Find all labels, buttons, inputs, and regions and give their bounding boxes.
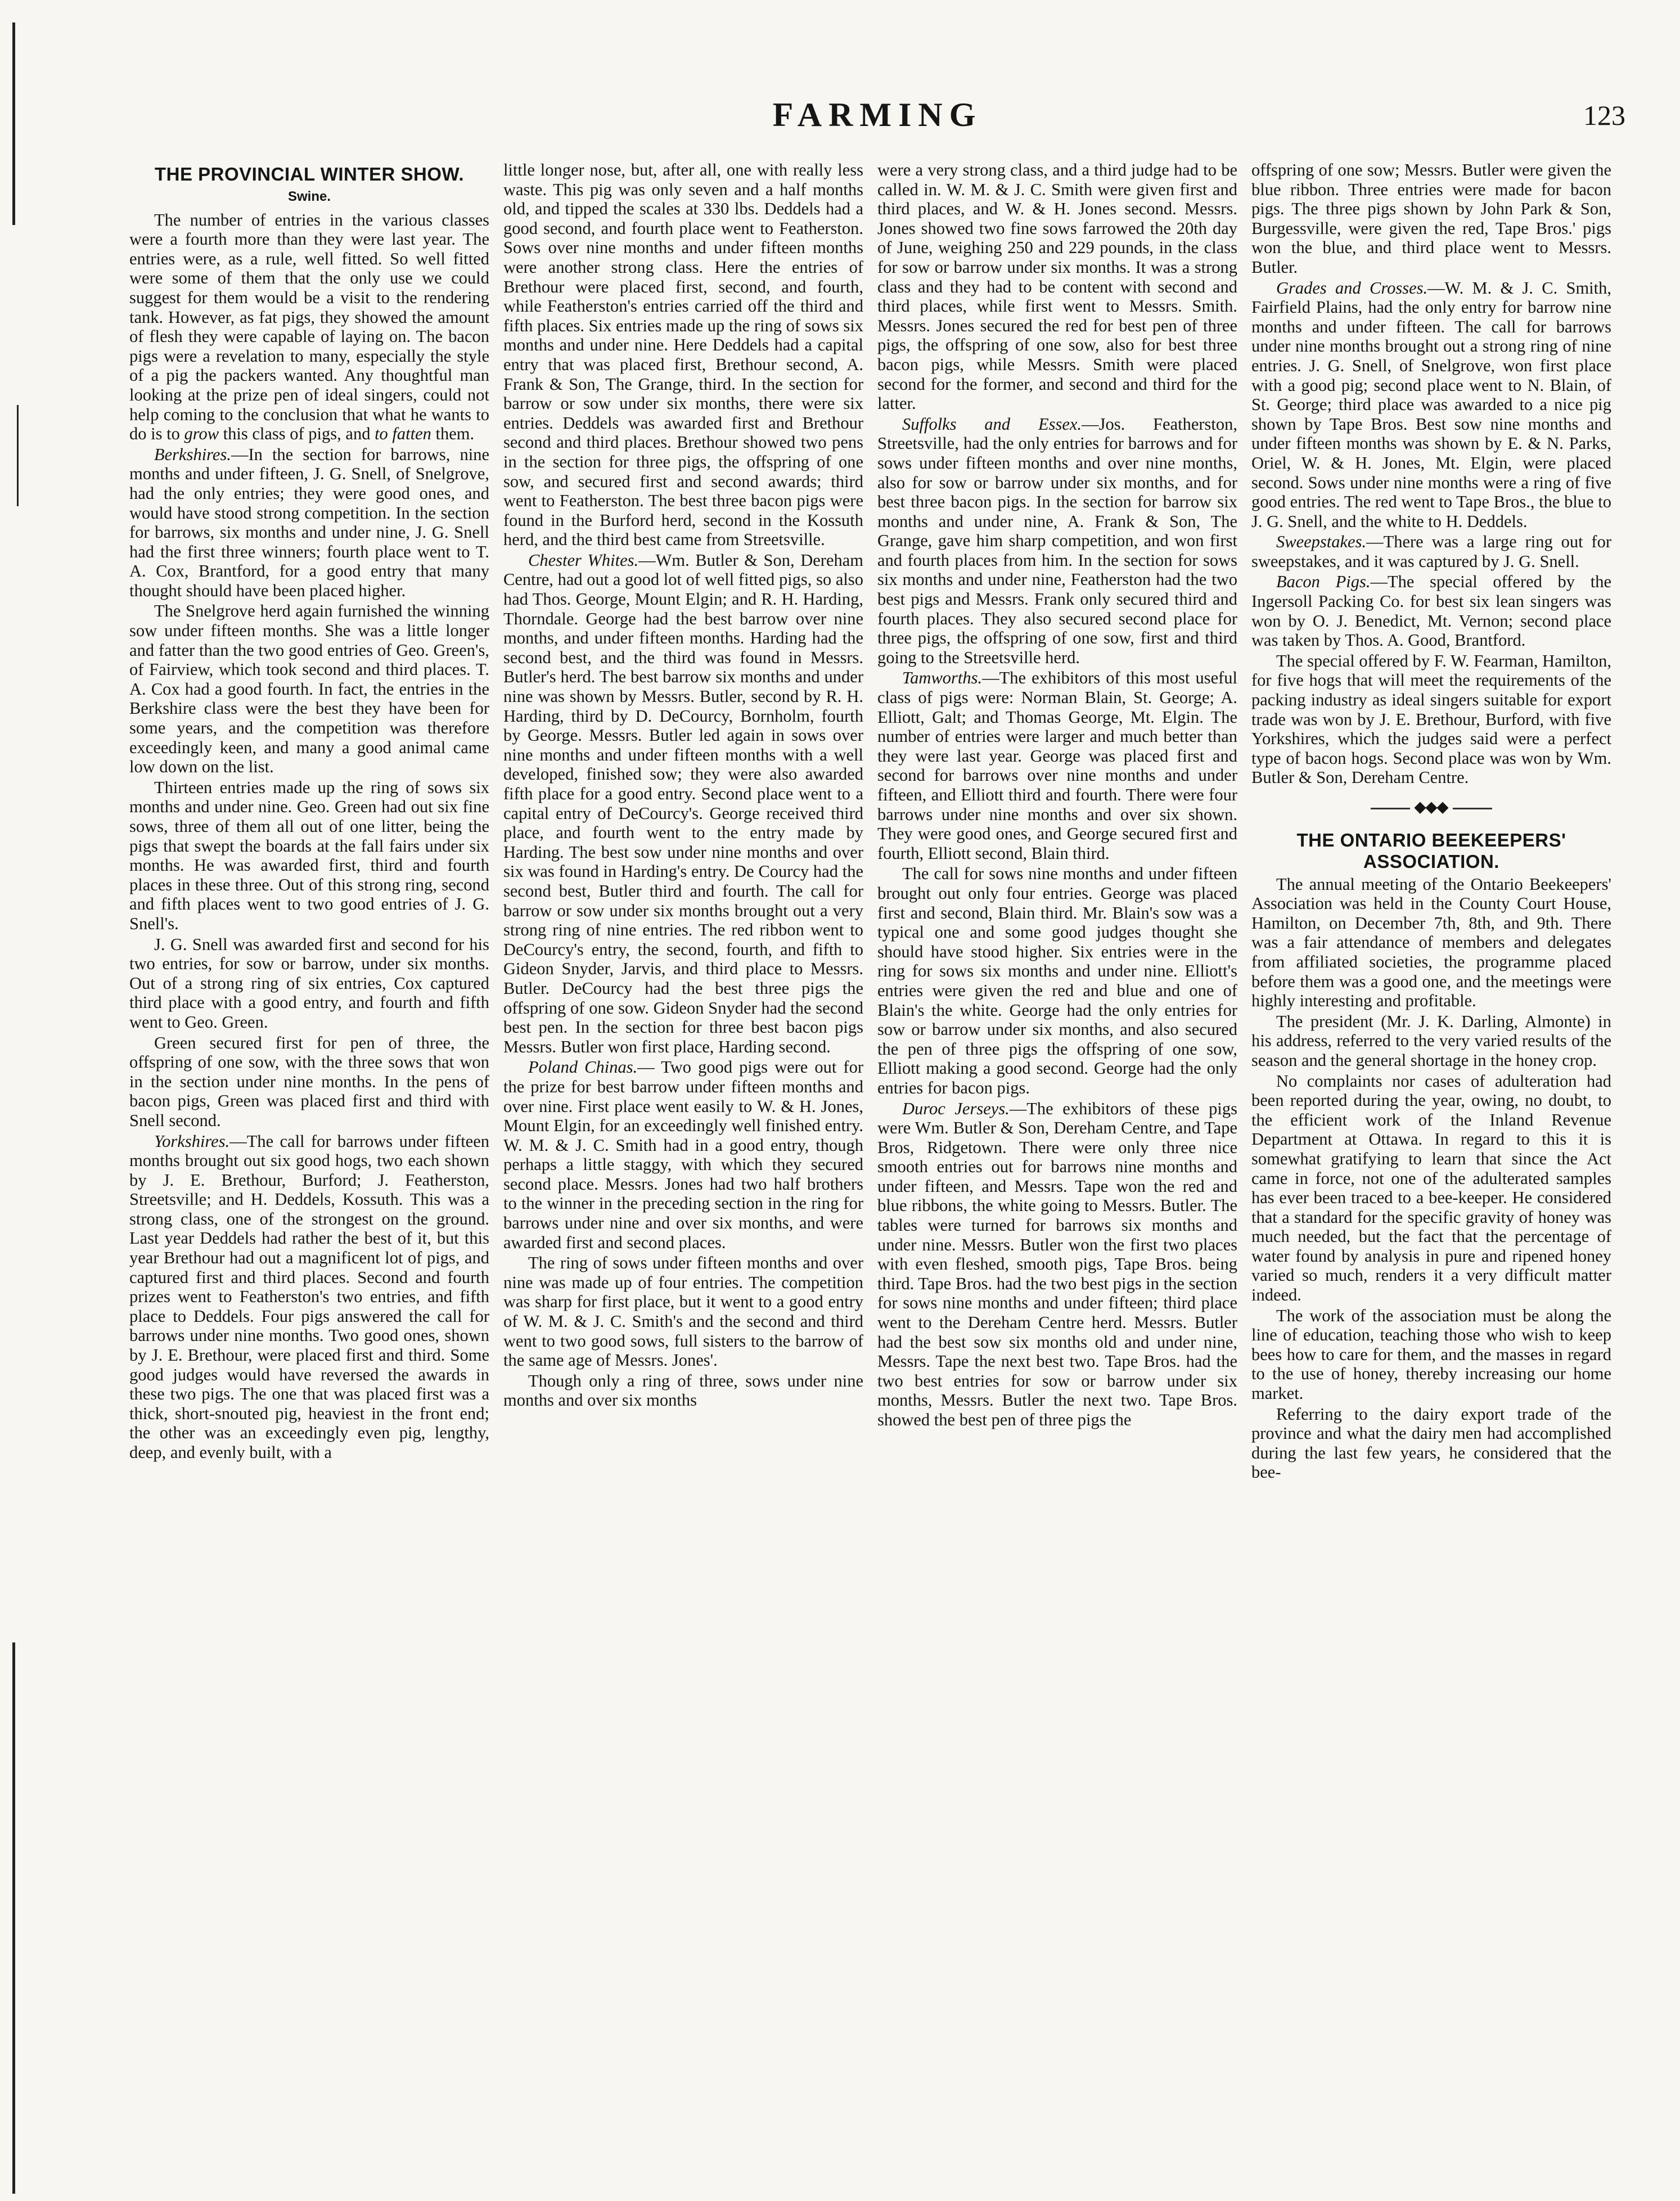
paragraph-text: —There was a large ring out for sweepstakes, and it was captured by J. G. Snell. bbox=[1251, 532, 1611, 571]
paragraph: Thirteen entries made up the ring of sows six months and under nine. Geo. Green had out six fine sows, three of them all out of one litter, being the pigs that swept the boards at the fall fairs under six months. He was awarded first, third and fourth places in these three. Out of this strong ring, second and fifth places went to two good entries of J. G. Snell's. bbox=[129, 777, 489, 933]
section-heading: Duroc Jerseys. bbox=[902, 1099, 1010, 1118]
paragraph: were a very strong class, and a third judge had to be called in. W. M. & J. C. Smith were given first and third places, and W. & H. Jones second. Messrs. Jones showed two fine sows farrowed the 20th day of June, weighing 250 and 229 pounds, in the class for sow or barrow under six months. It was a strong class and they had to be content with second and third places, while first went to Messrs. Smith. Messrs. Jones secured the red for best pen of three pigs, the offspring of one sow, also for best three bacon pigs, while Messrs. Smith were placed second for the former, and second and third for the latter. bbox=[877, 160, 1237, 413]
section-heading: Poland Chinas. bbox=[528, 1057, 638, 1077]
paragraph: The Snelgrove herd again furnished the winning sow under fifteen months. She was a little longer and fatter than the two good entries of Geo. Green's, of Fairview, which took second and third places. T. A. Cox had a good fourth. In fact, the entries in the Berkshire class were the best they have been for some years, and the competition was therefore exceedingly keen, and many a good animal came low down on the list. bbox=[129, 601, 489, 777]
paragraph-bacon-pigs bbox=[1251, 572, 1611, 650]
binding-mark-top bbox=[12, 22, 15, 225]
paragraph-tamworths bbox=[877, 668, 1237, 863]
column-3 bbox=[877, 160, 1237, 2168]
binding-mark-bottom bbox=[12, 1642, 15, 2194]
paragraph-suffolks bbox=[877, 415, 1237, 668]
paragraph-text: — Two good pigs were out for the prize for best barrow under fifteen months and over nine. First place went easily to W. & H. Jones, Mount Elgin, for an exceedingly well finished entry. W. M. & J. C. Smith had in a good entry, though perhaps a little staggy, with which they secured second place. Messrs. Jones had two half brothers to the winner in the preceding section in the ring for barrows under nine and over six months, and were awarded first and second places. bbox=[503, 1057, 863, 1252]
separator-ornament: ◆◆◆ bbox=[1415, 799, 1448, 815]
paragraph-chester-whites bbox=[503, 551, 863, 1056]
section-heading: Yorkshires. bbox=[154, 1131, 230, 1151]
article-separator bbox=[1251, 798, 1611, 817]
paragraph: Though only a ring of three, sows under nine months and over six months bbox=[503, 1371, 863, 1410]
paragraph-poland-chinas bbox=[503, 1057, 863, 1252]
paragraph-sweepstakes bbox=[1251, 532, 1611, 571]
section-heading: Sweepstakes. bbox=[1276, 532, 1367, 552]
paragraph-text: —Wm. Butler & Son, Dereham Centre, had out a good lot of well fitted pigs, so also had Thos. George, Mount Elgin; and R. H. Harding, Thorndale. George had the best barrow over nine months, and under fifteen months. Harding had the second best, and the third was found in Messrs. Butler's herd. The best barrow six months and under nine was shown by Messrs. Butler, second by R. H. Harding, third by D. DeCourcy, Bornholm, fourth by George. Messrs. Butler led again in sows over nine months and under fifteen months with a well developed, finished sow; they were also awarded fifth place for a good entry. Second place went to a capital entry of DeCourcy's. George received third place, and fourth went to the entry made by Harding. The best sow under nine months and over six was found in Harding's entry. De Courcy had the second best, Butler third and fourth. The call for barrow or sow under six months brought out a very strong ring of nine entries. The red ribbon went to DeCourcy's entry, the second, fourth, and fifth to Gideon Snyder, Jarvis, and third place to Messrs. Butler. DeCourcy had the best three pigs the offspring of one sow. Gideon Snyder had the second best pen. In the section for three best bacon pigs Messrs. Butler won first place, Harding second. bbox=[503, 550, 863, 1056]
section-heading: Grades and Crosses. bbox=[1276, 278, 1428, 298]
paragraph: little longer nose, but, after all, one with really less waste. This pig was only seven and a half months old, and tipped the scales at 330 lbs. Deddels had a good second, and fourth place went to Featherston. Sows over nine months and under fifteen months were another strong class. Here the entries of Brethour were placed first, second, and fourth, while Featherston's entries carried off the third and fifth places. Six entries made up the ring of sows six months and under nine. Here Deddels had a capital entry that was placed first, Brethour second, A. Frank & Son, The Grange, third. In the section for barrow or sow under six months, there were six entries. Deddels was awarded first and Brethour second and third places. Brethour showed two pens in the section for three pigs, the offspring of one sow, and secured first and second awards; third went to Featherston. The best three bacon pigs were found in the Burford herd, second in the Kossuth herd, and the third best came from Streetsville. bbox=[503, 160, 863, 550]
article-title-winter-show: THE PROVINCIAL WINTER SHOW. bbox=[154, 164, 465, 184]
paragraph: The ring of sows under fifteen months and over nine was made up of four entries. The competition was sharp for first place, but it went to a good entry of W. M. & J. C. Smith's and the second and third went to two good sows, full sisters to the barrow of the same age of Messrs. Jones'. bbox=[503, 1253, 863, 1370]
italic-text: grow bbox=[184, 424, 219, 444]
paragraph-text: them. bbox=[435, 424, 475, 444]
paragraph-text: —The call for barrows under fifteen months brought out six good hogs, two each shown by J. E. Brethour, Burford; J. Featherston, Streetsville; and H. Deddels, Kossuth. This was a strong class, one of the strongest on the ground. Last year Deddels had rather the best of it, but this year Brethour had out a magnificent lot of pigs, and captured first and third places. Second and fourth prizes went to Featherston's two entries, and fifth place to Deddels. Four pigs answered the call for barrows under nine months. Two good ones, shown by J. E. Brethour, were placed first and third. Some good judges would have reversed the awards in these two pigs. The one that was placed first was a thick, short-snouted pig, heaviest in the front end; the other was an exceedingly even pig, lengthy, deep, and evenly built, with a bbox=[129, 1131, 489, 1462]
page-header bbox=[129, 96, 1625, 141]
paragraph: The president (Mr. J. K. Darling, Almonte) in his address, referred to the very varied results of the season and the general shortage in the honey crop. bbox=[1251, 1011, 1611, 1070]
section-heading: Tamworths. bbox=[902, 668, 983, 688]
paragraph: Green secured first for pen of three, the offspring of one sow, with the three sows that won in the section under nine months. In the pens of bacon pigs, Green was placed first and third with Snell second. bbox=[129, 1033, 489, 1130]
section-heading: Berkshires. bbox=[154, 444, 231, 464]
italic-text: to fatten bbox=[375, 424, 431, 444]
article-title-beekeepers: THE ONTARIO BEEKEEPERS' ASSOCIATION. bbox=[1296, 829, 1566, 872]
paragraph bbox=[129, 210, 489, 444]
paragraph: J. G. Snell was awarded first and second for his two entries, for sow or barrow, under six months. Out of a strong ring of six entries, Cox captured third place with a good entry, and fourth and fifth went to Geo. Green. bbox=[129, 934, 489, 1032]
paragraph: The special offered by F. W. Fearman, Hamilton, for five hogs that will meet the requirements of the packing industry as ideal singers suitable for export trade was won by J. E. Brethour, Burford, with five Yorkshires, which the judges said were a perfect type of bacon hogs. Second place was won by Wm. Butler & Son, Dereham Centre. bbox=[1251, 651, 1611, 787]
column-1 bbox=[129, 160, 489, 2168]
section-heading: Suffolks and Essex. bbox=[902, 414, 1082, 434]
paragraph-text: —The exhibitors of this most useful class of pigs were: Norman Blain, St. George; A. Elliott, Galt; and Thomas George, Mt. Elgin. The number of entries were larger and much better than they were last year. George was placed first and second for barrows over nine months and under fifteen, and Elliott third and fourth. There were four barrows under nine months and over six shown. They were good ones, and George secured first and fourth, Elliott second, Blain third. bbox=[877, 668, 1237, 863]
paragraph-berkshires bbox=[129, 445, 489, 601]
paragraph: offspring of one sow; Messrs. Butler were given the blue ribbon. Three entries were made for bacon pigs. The three pigs shown by John Park & Son, Burgessville, were given the red, Tape Bros.' pigs won the blue, and third place went to Messrs. Butler. bbox=[1251, 160, 1611, 277]
paragraph-text: The number of entries in the various classes were a fourth more than they were last year. The entries were, as a rule, well fitted. So well fitted were some of them that the only use we could suggest for them would be a visit to the rendering tank. However, as fat pigs, they showed the amount of flesh they were capable of laying on. The bacon pigs were a revelation to many, especially the style of a pig the packers wanted. Any thoughtful man looking at the prize pen of ideal singers, could not help coming to the conclusion that what he wants to do is to bbox=[129, 210, 489, 444]
section-heading: Bacon Pigs. bbox=[1276, 572, 1371, 592]
paragraph: No complaints nor cases of adulteration had been reported during the year, owing, no doubt, to the efficient work of the Inland Revenue Department at Ottawa. In regard to this it is somewhat gratifying to learn that since the Act came in force, not one of the adulterated samples has ever been traced to a bee-keeper. He considered that a standard for the specific gravity of honey was much needed, but the fact that the percentage of water found by analysis in pure and ripened honey varied so much, renders it a very difficult matter indeed. bbox=[1251, 1071, 1611, 1305]
paragraph-text: —In the section for barrows, nine months and under fifteen, J. G. Snell, of Snelgrove, had the only entries; they were good ones, and would have stood strong competition. In the section for barrows, six months and under nine, J. G. Snell had the first three winners; fourth place went to T. A. Cox, Brantford, for a good entry that many thought should have been placed higher. bbox=[129, 444, 489, 600]
paragraph-grades-crosses bbox=[1251, 278, 1611, 532]
paragraph: The annual meeting of the Ontario Beekeepers' Association was held in the County Court House, Hamilton, on December 7th, 8th, and 9th. There was a fair attendance of members and delegates from affiliated societies, the programme placed before them was a good one, and the meetings were highly interesting and profitable. bbox=[1251, 874, 1611, 1011]
paragraph-text: —Jos. Featherston, Streetsville, had the only entries for barrows and for sows under fifteen months and over nine months, also for sow or barrow under six months, and for best three bacon pigs. In the section for barrow six months and under nine, A. Frank & Son, The Grange, gave him sharp competition, and won first and fourth places from him. In the section for sows six months and under nine, Featherston had the two best pigs and Messrs. Frank only secured third and fourth places. They also secured second place for three pigs, the offspring of one sow, first and third going to the Streetsville herd. bbox=[877, 414, 1237, 667]
paragraph-text: —The exhibitors of these pigs were Wm. Butler & Son, Dereham Centre, and Tape Bros, Ridgetown. There were only three nice smooth entries out for barrows nine months and under fifteen, and Messrs. Tape won the red and blue ribbons, the white going to Messrs. Butler. The tables were turned for barrows six months and under nine. Messrs. Butler won the first two places with even fleshed, smooth pigs, Tape Bros. being third. Tape Bros. had the two best pigs in the section for sows nine months and under fifteen; third place went to the Dereham Centre herd. Messrs. Butler had the best sow six months old and under nine, Messrs. Tape the next best two. Tape Bros. had the two best entries for sow or barrow under six months, Messrs. Butler the next two. Tape Bros. showed the best pen of three pigs the bbox=[877, 1099, 1237, 1429]
paragraph: The work of the association must be along the line of education, teaching those who wish to keep bees how to care for them, and the masses in regard to the use of honey, thereby increasing our home market. bbox=[1251, 1306, 1611, 1403]
paragraph: Referring to the dairy export trade of the province and what the dairy men had accomplished during the last few years, he considered that the bee- bbox=[1251, 1404, 1611, 1482]
paragraph-text: this class of pigs, and bbox=[223, 424, 371, 444]
paragraph-text: —W. M. & J. C. Smith, Fairfield Plains, had the only entry for barrow nine months and under fifteen. The call for barrows under nine months brought out a strong ring of nine entries. J. G. Snell, of Snelgrove, won first place with a good pig; second place went to N. Blain, of St. George; third place was awarded to a nice pig shown by Tape Bros. Best sow nine months and under fifteen months was shown by E. & N. Parks, Oriel, W. & H. Jones, Mt. Elgin, were placed second. Sows under nine months were a ring of five good entries. The red went to Tape Bros., the blue to J. G. Snell, and the white to H. Deddels. bbox=[1251, 278, 1611, 531]
article-subtitle-swine: Swine. bbox=[287, 189, 331, 204]
page-number: 123 bbox=[1583, 100, 1625, 131]
paragraph-text: —The special offered by the Ingersoll Packing Co. for best six lean singers was won by O. J. Benedict, Mt. Vernon; second place was taken by Thos. A. Good, Brantford. bbox=[1251, 572, 1611, 650]
binding-mark-middle bbox=[17, 405, 19, 506]
column-2 bbox=[503, 160, 863, 2168]
paragraph-duroc-jerseys bbox=[877, 1099, 1237, 1430]
section-heading: Chester Whites. bbox=[528, 550, 639, 570]
paragraph-yorkshires bbox=[129, 1132, 489, 1462]
running-title: FARMING bbox=[772, 96, 983, 133]
paragraph: The call for sows nine months and under fifteen brought out only four entries. George was placed first and second, Blain third. Mr. Blain's sow was a typical one and some good judges thought she should have stood higher. Six entries were in the ring for sows six months and under nine. Elliott's entries were given the red and blue and one of Blain's the white. George had the only entries for sow or barrow under six months, and also secured the pen of three pigs the offspring of one sow, Elliott making a good second. George had the only entries for bacon pigs. bbox=[877, 864, 1237, 1097]
column-4 bbox=[1251, 160, 1611, 2168]
